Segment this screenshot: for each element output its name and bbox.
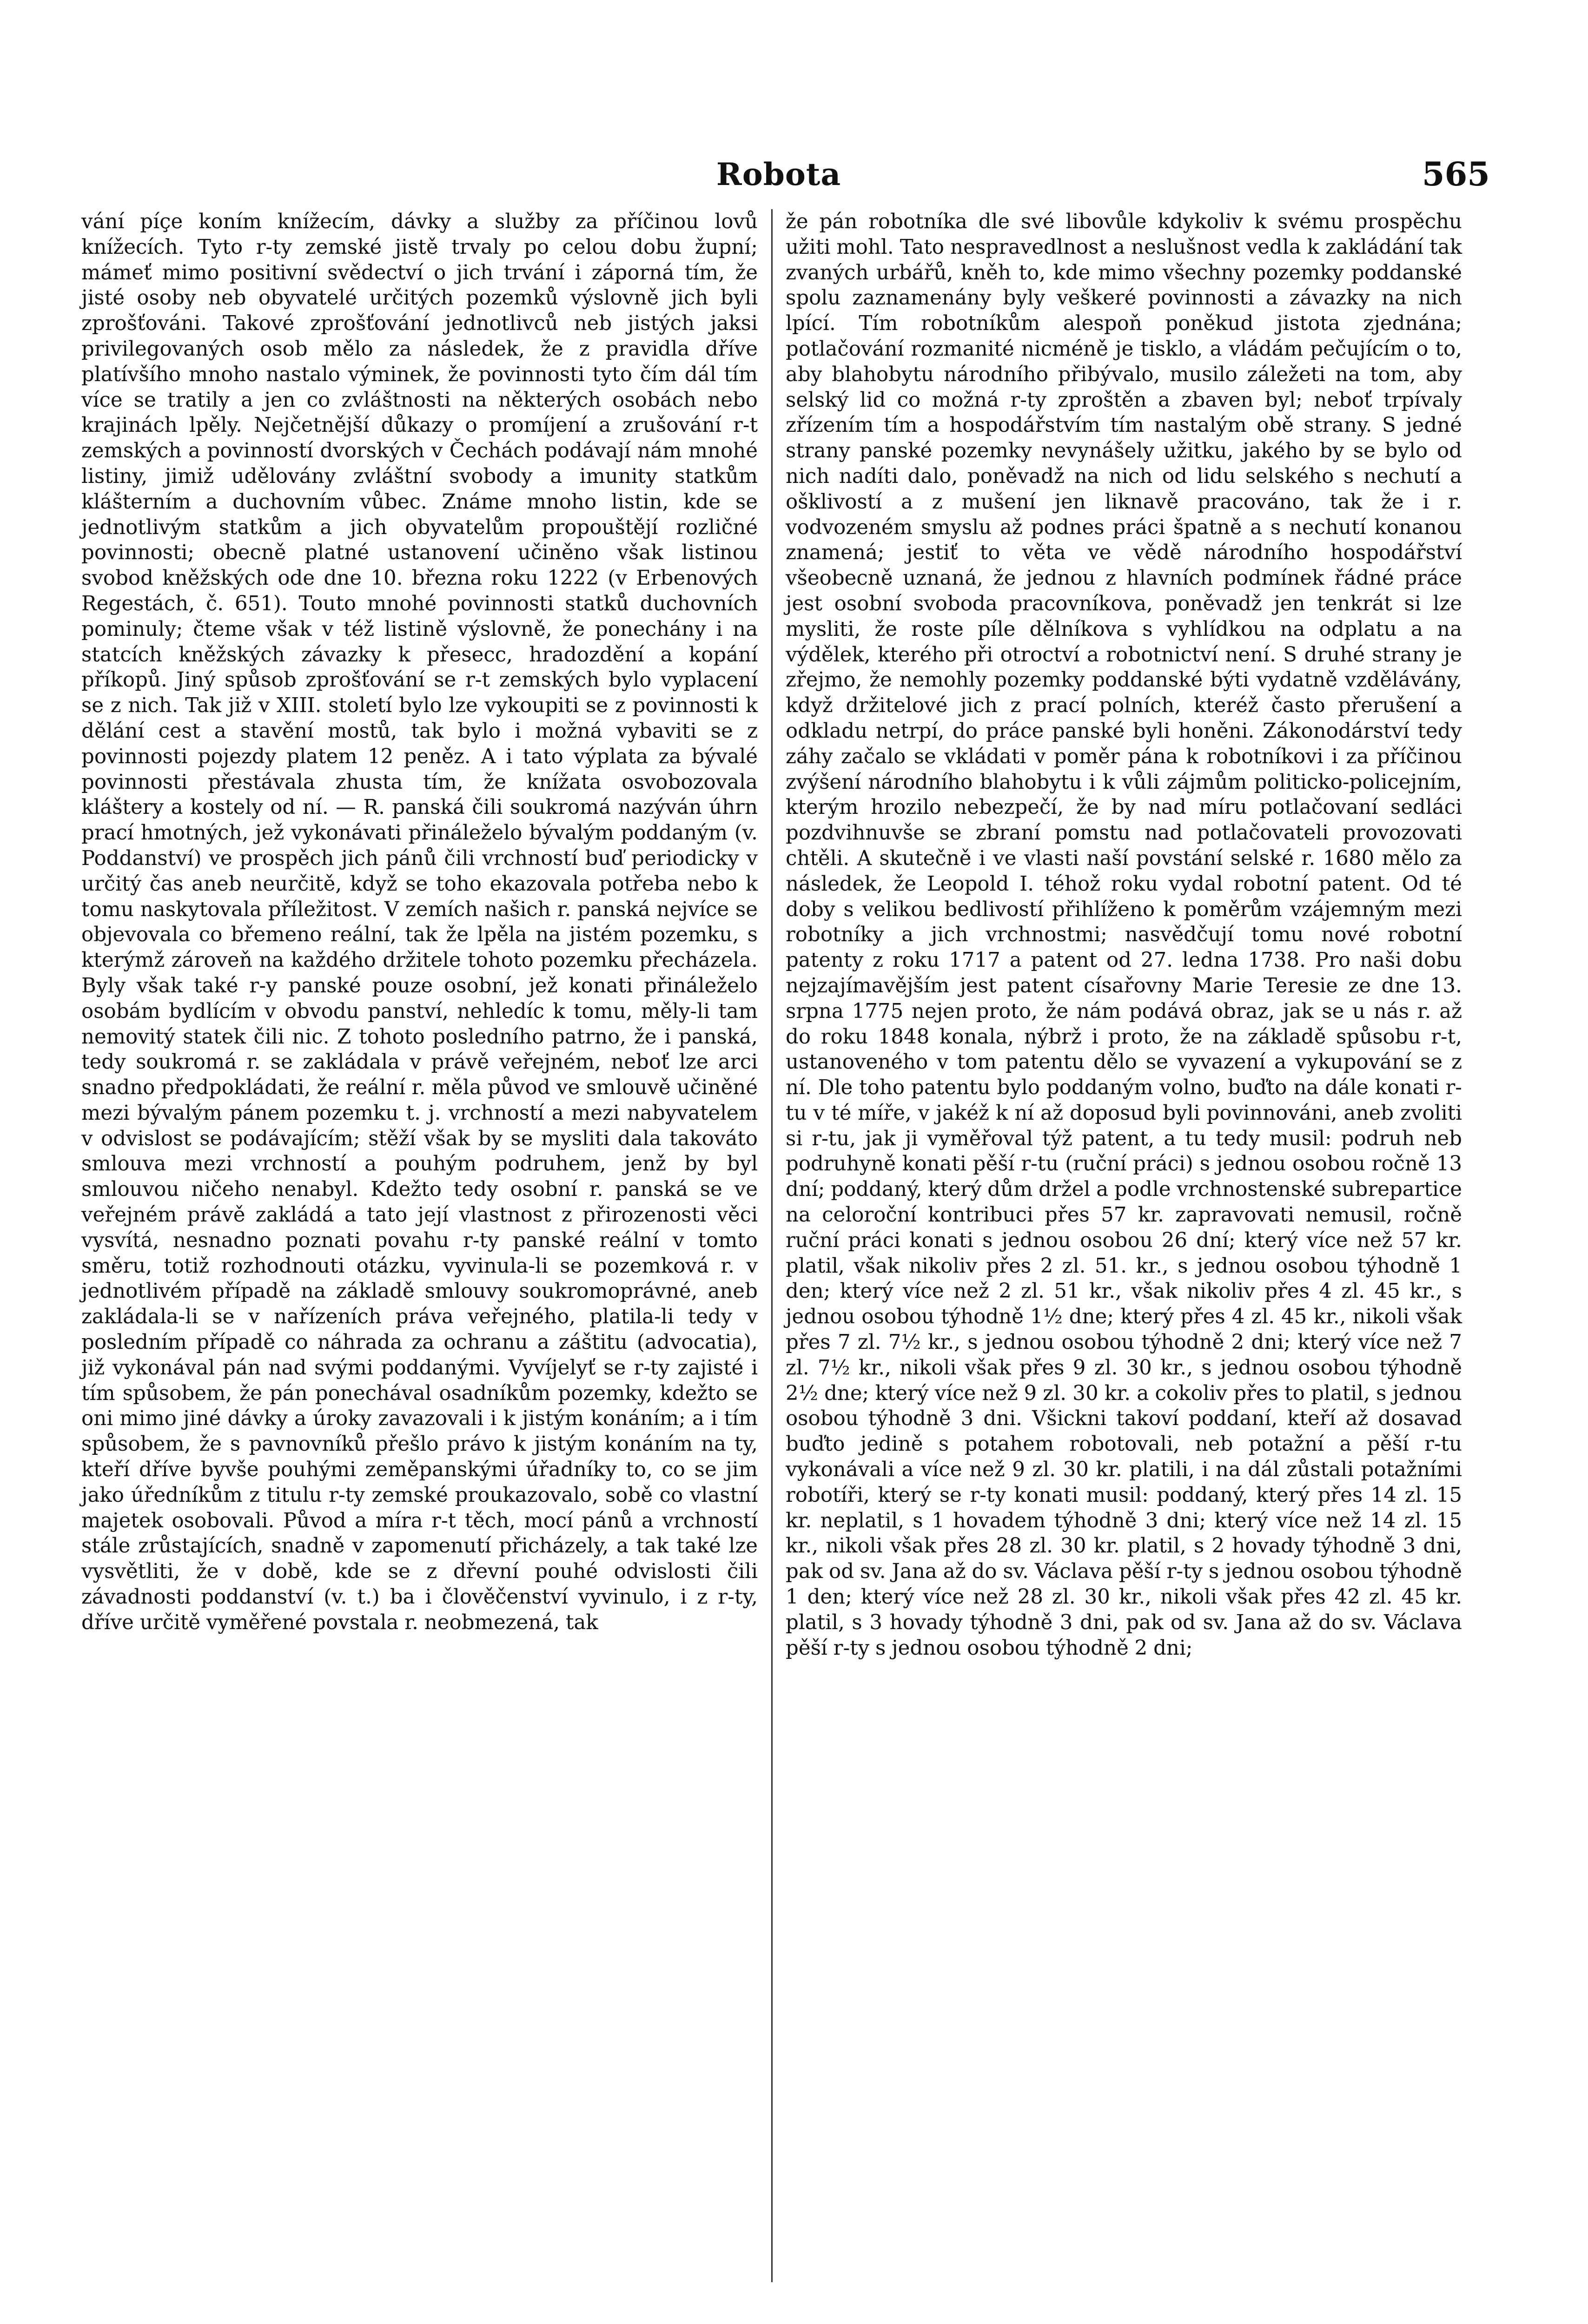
column-text: že pán robotníka dle své libovůle kdykoliv k svému prospěchu užiti mohl. Tato nespravedlnost a neslušnost vedla k zakládání tak zvaných urbářů, kněh to, kde mimo všechny pozemky poddanské spolu zaznamenány byly veškeré povinnosti a závazky na nich lpící. Tím robotníkům alespoň poněkud jistota zjednána; potlačování rozmanité nicméně je tisklo, a vládám pečujícím o to, aby blahobytu národního přibývalo, musilo záležeti na tom, aby selský lid co možná r-ty zproštěn a zbaven byl; neboť trpívaly zřízením tím a hospodářstvím tím nastalým obě strany. S jedné strany panské pozemky nevynášely užitku, jakého by se bylo od nich nadíti dalo, poněvadž na nich od lidu selského s nechutí a ošklivostí a z mušení jen liknavě pracováno, tak že i r. vodvozeném smyslu až podnes práci špatně a s nechutí konanou znamená; jestiť to věta ve vědě národního hospodářství všeobecně uznaná, že jednou z hlavních podmínek řádné práce jest osobní svoboda pracovníkova, poněvadž jen tenkrát si lze mysliti, že roste píle dělníkova s vyhlídkou na odplatu a na výdělek, kterého při otroctví a robotnictví není. S druhé strany je zřejmo, že nemohly pozemky poddanské býti vydatně vzdělávány, když držitelové jich z prací polních, kteréž často přerušení a odkladu netrpí, do práce panské byli honěni. Zákonodárství tedy záhy začalo se vkládati v poměr pána k robotníkovi i za příčinou zvýšení národního blahobytu i k vůli zájmům politicko-policejním, kterým hrozilo nebezpečí, že by nad míru potlačovaní sedláci pozdvihnuvše se zbraní pomstu nad potlačovateli provozovati chtěli. A skutečně i ve vlasti naší povstání selské r. 1680 mělo za následek, že Leopold I. téhož roku vydal robotní patent. Od té doby s velikou bedlivostí přihlíženo k poměrům vzájemným mezi robotníky a jich vrchnostmi; nasvědčují tomu nové robotní patenty z roku 1717 a patent od 27. ledna 1738. Pro naši dobu nejzajímavějším jest patent císařovny Marie Teresie ze dne 13. srpna 1775 nejen proto, že nám podává obraz, jak se u nás r. až do roku 1848 konala, nýbrž i proto, že na základě spůsobu r-t, ustanoveného v tom patentu dělo se vyvazení a vykupování se z ní. Dle toho patentu bylo poddaným volno, buďto na dále konati r-tu v té míře, v jakéž k ní až doposud byli povinnováni, aneb zvoliti si r-tu, jak ji vyměřoval týž patent, a tu tedy musil: podruh neb podruhyně konati pěší r-tu (ruční práci) s jednou osobou ročně 13 dní; poddaný, který dům držel a podle vrchnostenské subrepartice na celoroční kontribuci přes 57 kr. zapravovati nemusil, ročně ruční práci konati s jednou osobou 26 dní; který více než 57 kr. platil, však nikoliv přes 2 zl. 51. kr., s jednou osobou týhodně 1 den; který více než 2 zl. 51 kr., však nikoliv přes 4 zl. 45 kr., s jednou osobou týhodně 1½ dne; který přes 4 zl. 45 kr., nikoli však přes 7 zl. 7½ kr., s jednou osobou týhodně 2 dni; který více než 7 zl. 7½ kr., nikoli však přes 9 zl. 30 kr., s jednou osobou týhodně 2½ dne; který více než 9 zl. 30 kr. a cokoliv přes to platil, s jednou osobou týhodně 3 dni. Všickni takoví poddaní, kteří až dosavad buďto jedině s potahem robotovali, neb potažní a pěší r-tu vykonávali a více než 9 zl. 30 kr. platili, i na dál zůstali potažními robotíři, který se r-ty konati musil: poddaný, který přes 14 zl. 15 kr. neplatil, s 1 hovadem týhodně 3 dni; který více než 14 zl. 15 kr., nikoli však přes 28 zl. 30 kr. platil, s 2 hovady týhodně 3 dni, pak od sv. Jana až do sv. Václava pěší r-ty s jednou osobou týhodně 1 den; který více než 28 zl. 30 kr., nikoli však přes 42 zl. 45 kr. platil, s 3 hovady týhodně 3 dni, pak od sv. Jana až do sv. Václava pěší r-ty s jednou osobou týhodně 2 dni;	[786, 210, 1462, 1660]
running-head: Robota	[716, 156, 841, 192]
page-header	[81, 153, 1490, 195]
page-number: 565	[1422, 155, 1490, 193]
column-divider	[771, 209, 773, 2282]
text-column-left	[81, 209, 758, 1636]
column-text: vání píçe koním knížecím, dávky a služby za příčinou lovů knížecích. Tyto r-ty zemské jistě trvaly po celou dobu župní; mámeť mimo positivní svědectví o jich trvání i záporná tím, že jisté osoby neb obyvatelé určitých pozemků výslovně jich byli zprošťováni. Takové zprošťování jednotlivců neb jistých jaksi privilegovaných osob mělo za následek, že z pravidla dříve platívšího mnoho nastalo výminek, že povinnosti tyto čím dál tím více se tratily a jen co zvláštnosti na některých osobách nebo krajinách lpěly. Nejčetnější důkazy o promíjení a zrušování r-t zemských a povinností dvorských v Čechách podávají nám mnohé listiny, jimiž udělovány zvláštní svobody a imunity statkům klášterním a duchovním vůbec. Známe mnoho listin, kde se jednotlivým statkům a jich obyvatelům propouštějí rozličné povinnosti; obecně platné ustanovení učiněno však listinou svobod kněžských ode dne 10. března roku 1222 (v Erbenových Regestách, č. 651). Touto mnohé povinnosti statků duchovních pominuly; čteme však v též listině výslovně, že ponechány i na statcích kněžských závazky k přesecc, hradozdění a kopání příkopů. Jiný spůsob zprošťování se r-t zemských bylo vyplacení se z nich. Tak již v XIII. století bylo lze vykoupiti se z povinnosti k dělání cest a stavění mostů, tak bylo i možná vybaviti se z povinnosti pojezdy platem 12 peněz. A i tato výplata za bývalé povinnosti přestávala zhusta tím, že knížata osvobozovala kláštery a kostely od ní. — R. panská čili soukromá nazýván úhrn prací hmotných, jež vykonávati přináleželo bývalým poddaným (v. Poddanství) ve prospěch jich pánů čili vrchností buď periodicky v určitý čas aneb neurčitě, když se toho ekazovala potřeba nebo k tomu naskytovala příležitost. V zemích našich r. panská nejvíce se objevovala co břemeno reální, tak že lpěla na jistém pozemku, s kterýmž zároveň na každého držitele tohoto pozemku přecházela. Byly však také r-y panské pouze osobní, jež konati přináleželo osobám bydlícím v obvodu panství, nehledíc k tomu, měly-li tam nemovitý statek čili nic. Z tohoto posledního patrno, že i panská, tedy soukromá r. se zakládala v právě veřejném, neboť lze arci snadno předpokládati, že reální r. měla původ ve smlouvě učiněné mezi bývalým pánem pozemku t. j. vrchností a mezi nabyvatelem v odvislost se podávajícím; stěží však by se mysliti dala takováto smlouva mezi vrchností a pouhým podruhem, jenž by byl smlouvou ničeho nenabyl. Kdežto tedy osobní r. panská se ve veřejném právě zakládá a tato její vlastnost z přirozenosti věci vysvítá, nesnadno poznati povahu r-ty panské reální v tomto směru, totiž rozhodnouti otázku, vyvinula-li se pozemková r. v jednotlivém případě na základě smlouvy soukromoprávné, aneb zakládala-li se v nařízeních práva veřejného, platila-li tedy v posledním případě co náhrada za ochranu a záštitu (advocatia), již vykonával pán nad svými poddanými. Vyvíjelyť se r-ty zajisté i tím spůsobem, že pán ponechával osadníkům pozemky, kdežto se oni mimo jiné dávky a úroky zavazovali i k jistým konáním; a i tím spůsobem, že s pavnovníků přešlo právo k jistým konáním na ty, kteří dříve byvše pouhými zeměpanskými úřadníky to, co se jim jako úředníkům z titulu r-ty zemské proukazovalo, sobě co vlastní majetek osobovali. Původ a míra r-t těch, mocí pánů a vrchností stále zrůstajících, snadně v zapomenutí přicházely, a tak také lze vysvětliti, že v době, kde se z dřevní pouhé odvislosti čili závadnosti poddanství (v. t.) ba i člověčenství vyvinulo, i z r-ty, dříve určitě vyměřené povstala r. neobmezená, tak	[81, 210, 758, 1634]
text-column-right	[786, 209, 1462, 1661]
